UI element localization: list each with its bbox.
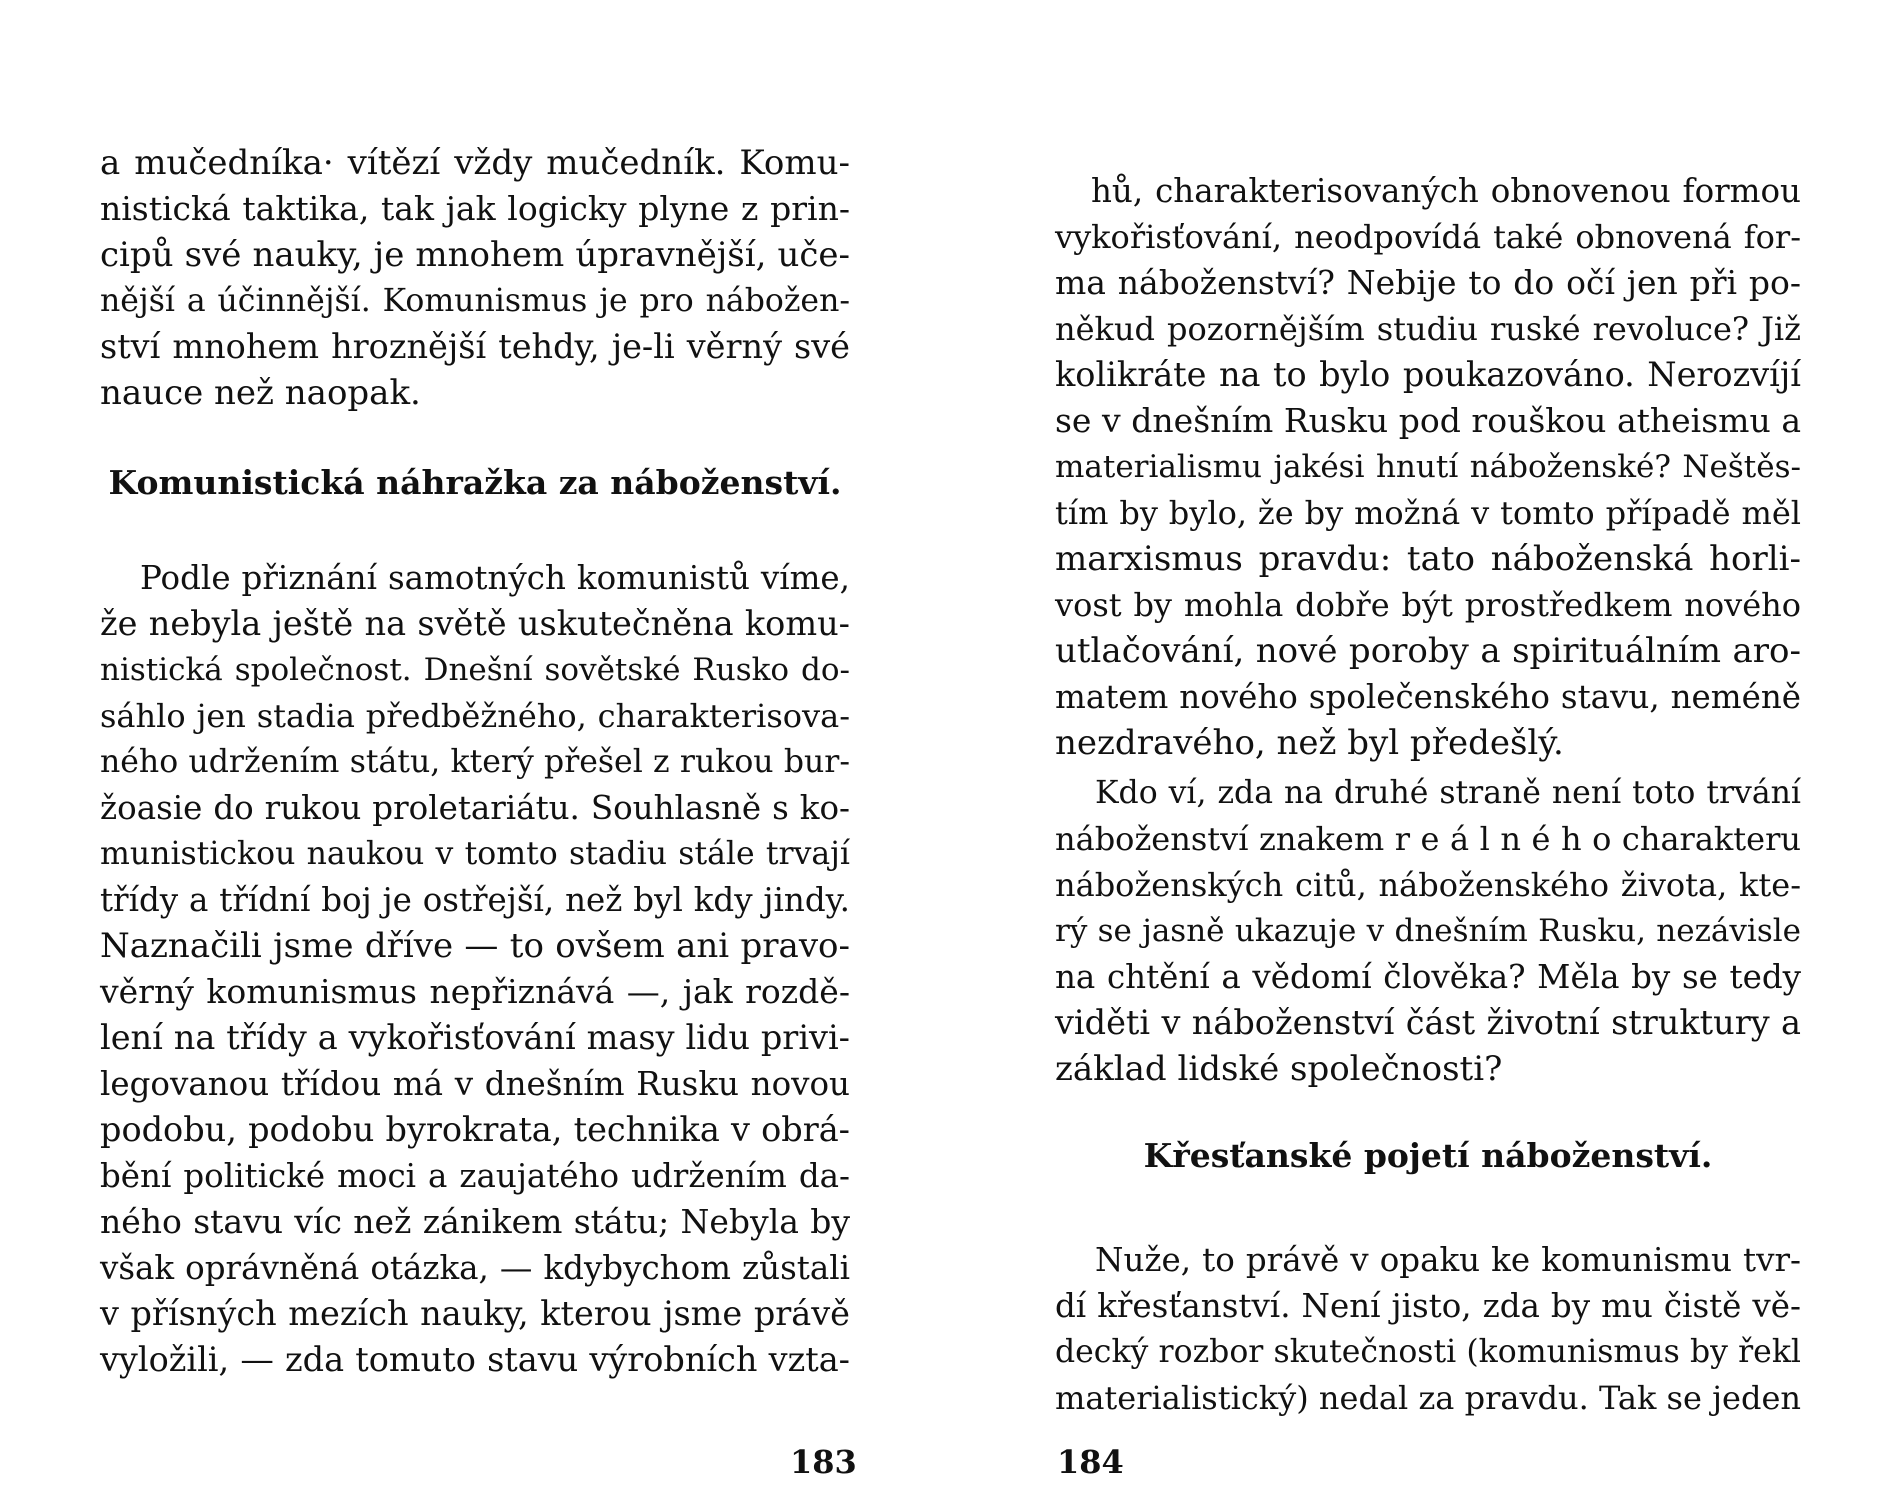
text-line: základ lidské společnosti?: [1055, 1049, 1503, 1089]
text-line: Kdo ví, zda na druhé straně není toto trvání: [1095, 775, 1801, 811]
text-line: viděti v náboženství část životní struktury a: [1055, 1003, 1801, 1042]
text-line: Naznačili jsme dříve — to ovšem ani pravo-: [100, 926, 850, 966]
text-line: hů, charakterisovaných obnovenou formou: [1091, 172, 1801, 210]
text-line: se v dnešním Rusku pod rouškou atheismu a: [1055, 401, 1801, 440]
text-line: materialismu jakési hnutí náboženské? Neštěs-: [1055, 449, 1801, 485]
text-line: Podle přiznání samotných komunistů víme,: [140, 559, 850, 597]
text-line: náboženských citů, náboženského života, kte-: [1055, 866, 1801, 904]
text-line: utlačování, nové poroby a spirituálním aro-: [1055, 631, 1801, 671]
text-line: že nebyla ještě na světě uskutečněna komu-: [100, 604, 850, 643]
text-line: rý se jasně ukazuje v dnešním Rusku, nezávisle: [1055, 913, 1801, 949]
text-line: sáhlo jen stadia předběžného, charakterisova-: [100, 697, 850, 735]
section-heading: Komunistická náhražka za náboženství.: [108, 463, 842, 502]
text-line: cipů své nauky, je mnohem úpravnější, uče-: [100, 235, 850, 275]
text-line: nauce než naopak.: [100, 373, 421, 413]
left-page: [100, 0, 857, 1500]
text-line: materialistický) nedal za pravdu. Tak se jeden: [1055, 1379, 1801, 1417]
text-line: nější a účinnější. Komunismus je pro nábožen-: [100, 283, 850, 319]
text-line: lení na třídy a vykořisťování masy lidu privi-: [100, 1018, 850, 1057]
text-line: marxismus pravdu: tato náboženská horli-: [1055, 539, 1801, 579]
text-line: nistická společnost. Dnešní sovětské Rusko do-: [100, 652, 850, 688]
text-line: nezdravého, než byl předešlý.: [1055, 723, 1564, 763]
text-line: ného stavu víc než zánikem státu; Nebyla by: [100, 1202, 850, 1241]
text-line: tím by bylo, že by možná v tomto případě měl: [1055, 494, 1801, 532]
text-line: a mučedníka· vítězí vždy mučedník. Komu-: [100, 143, 850, 183]
text-line: dí křesťanství. Není jisto, zda by mu čistě vě-: [1055, 1287, 1801, 1325]
text-line: Nuže, to právě v opaku ke komunismu tvr-: [1095, 1241, 1801, 1279]
text-line: bění politické moci a zaujatého udržením da-: [100, 1157, 850, 1195]
text-line: však oprávněná otázka, — kdybychom zůstali: [100, 1249, 850, 1287]
text-line: věrný komunismus nepřiznává —, jak rozdě-: [100, 972, 850, 1011]
text-line: někud pozornějším studiu ruské revoluce? Již: [1055, 310, 1801, 348]
text-line: náboženství znakem r e á l n é h o charakteru: [1055, 820, 1801, 858]
text-line: legovanou třídou má v dnešním Rusku novou: [100, 1065, 850, 1103]
text-line: ství mnohem hroznější tehdy, je-li věrný své: [100, 327, 850, 366]
text-line: ného udržením státu, který přešel z rukou bur-: [100, 744, 850, 780]
text-line: žoasie do rukou proletariátu. Souhlasně s ko-: [100, 789, 850, 827]
text-line: vyložili, — zda tomuto stavu výrobních vzta-: [100, 1340, 850, 1379]
text-line: munistickou naukou v tomto stadiu stále trvají: [100, 836, 850, 872]
page-number: 184: [1057, 1443, 1124, 1481]
text-line: kolikráte na to bylo poukazováno. Nerozvíjí: [1055, 355, 1801, 394]
text-line: v přísných mezích nauky, kterou jsme právě: [100, 1294, 850, 1333]
text-line: nistická taktika, tak jak logicky plyne z prin-: [100, 189, 850, 228]
text-line: podobu, podobu byrokrata, technika v obrá-: [100, 1110, 850, 1149]
right-page: [1055, 0, 1801, 1500]
page-number: 183: [790, 1443, 857, 1481]
text-line: vykořisťování, neodpovídá také obnovená for-: [1055, 218, 1801, 256]
text-line: na chtění a vědomí člověka? Měla by se tedy: [1055, 958, 1801, 996]
section-heading: Křesťanské pojetí náboženství.: [1143, 1136, 1713, 1175]
text-line: třídy a třídní boj je ostřejší, než byl kdy jindy.: [100, 881, 850, 919]
text-line: matem nového společenského stavu, neméně: [1055, 678, 1801, 716]
text-line: ma náboženství? Nebije to do očí jen při po-: [1055, 263, 1801, 302]
text-line: vost by mohla dobře být prostředkem nového: [1055, 586, 1801, 624]
text-line: decký rozbor skutečnosti (komunismus by řekl: [1055, 1334, 1801, 1370]
